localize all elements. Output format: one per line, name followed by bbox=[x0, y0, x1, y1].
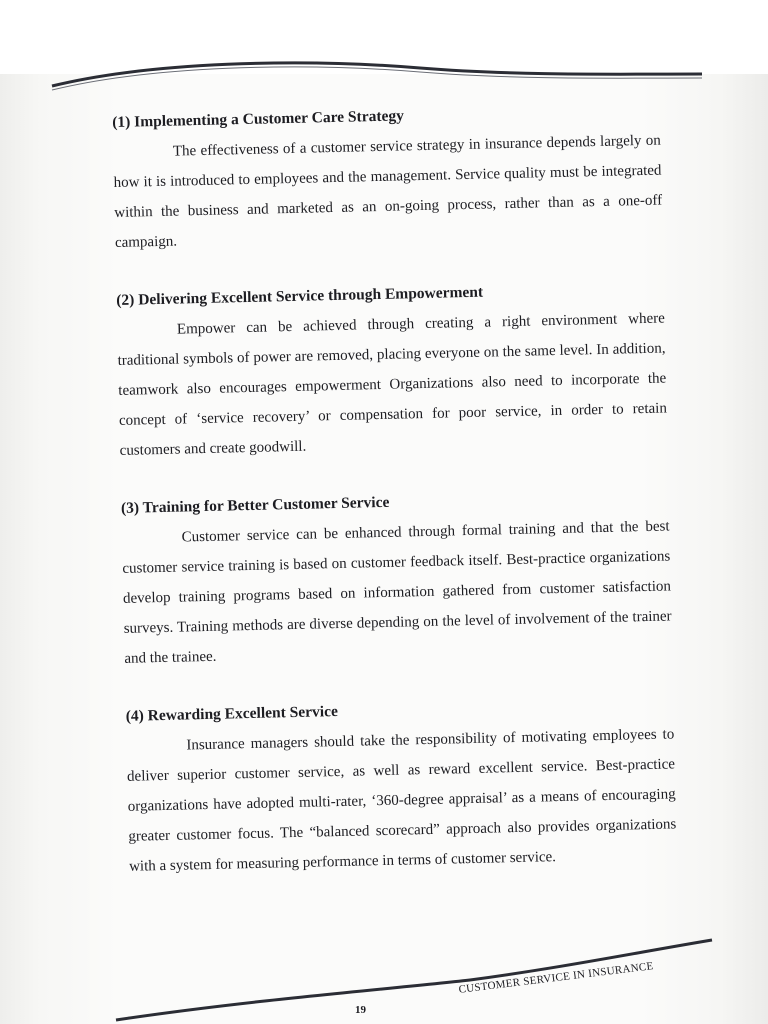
section-heading: (4) Rewarding Excellent Service bbox=[125, 703, 339, 725]
section-4 bbox=[125, 693, 677, 881]
section-1 bbox=[112, 100, 663, 258]
section-2 bbox=[116, 278, 668, 466]
running-footer-title: CUSTOMER SERVICE IN INSURANCE bbox=[458, 960, 655, 996]
section-3 bbox=[121, 485, 673, 673]
section-heading: (3) Training for Better Customer Service bbox=[120, 493, 390, 517]
section-paragraph: Empower can be achieved through creating a right environment where traditional symbols of power are removed, placing everyone on the same level. In addition, teamwork also encourages empowerment Organizations also need to incorporate the concept of ‘service recovery’ or compensation for poor service, in order to retain customers and create goodwill. bbox=[117, 310, 668, 459]
section-paragraph: The effectiveness of a customer service strategy in insurance depends largely on how it is introduced to employees and the management. Service quality must be integrated within the business and marketed as an on-going process, rather than as a one-off campaign. bbox=[113, 132, 663, 251]
header-rule bbox=[52, 63, 702, 86]
section-paragraph: Customer service can be enhanced through formal training and that the best customer service training is based on customer feedback itself. Best-practice organizations develop training programs based on information gathered from customer satisfaction surveys. Training methods are diverse depending on the level of involvement of the trainer and the trainee. bbox=[122, 518, 672, 667]
main-content bbox=[112, 100, 678, 914]
section-paragraph: Insurance managers should take the responsibility of motivating employees to deliver superior customer service, as well as reward excellent service. Best-practice organizations have adopted multi-rater, ‘360-degree appraisal’ as a means of encouraging greater customer focus. The “balanced scorecard” approach also provides organizations with a system for measuring performance in terms of customer service. bbox=[126, 726, 677, 875]
footer-rule bbox=[116, 940, 712, 1020]
page-number: 19 bbox=[355, 1004, 366, 1016]
section-heading: (2) Delivering Excellent Service through Empowerment bbox=[116, 283, 484, 309]
section-heading: (1) Implementing a Customer Care Strategy bbox=[112, 107, 405, 131]
